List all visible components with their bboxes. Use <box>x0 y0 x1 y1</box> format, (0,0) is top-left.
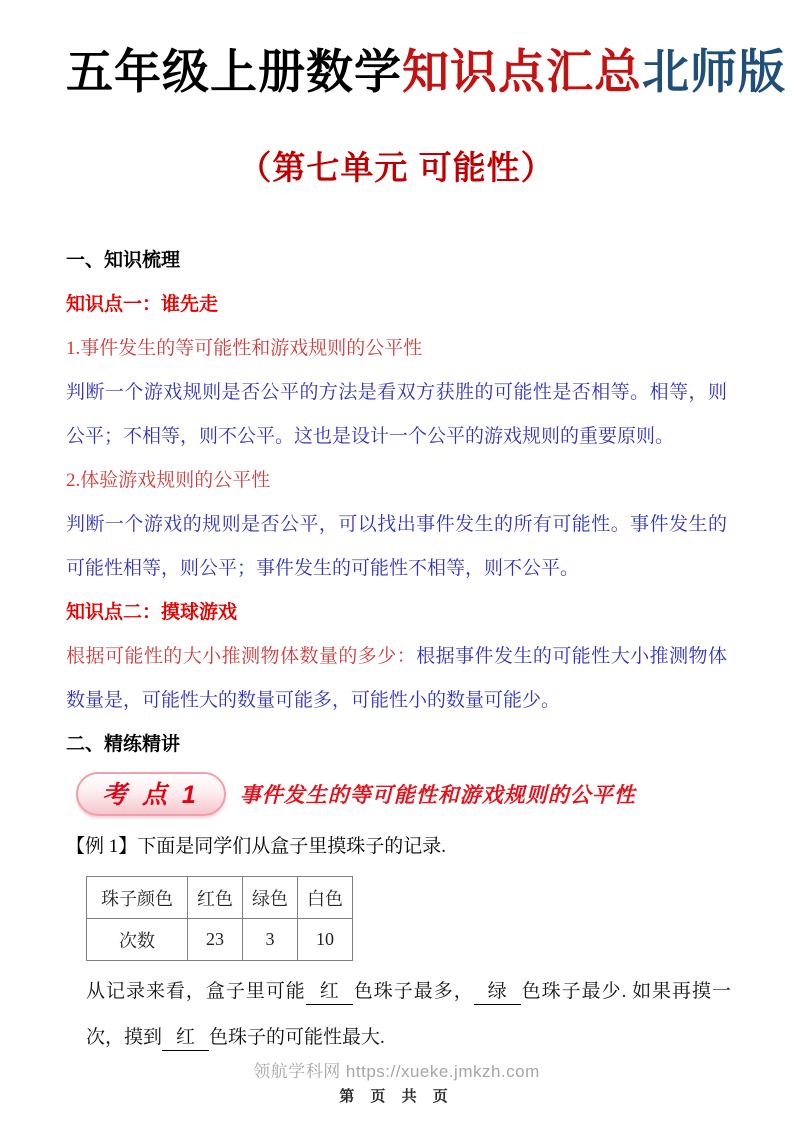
table-header-cell: 白色 <box>298 877 353 919</box>
kp2-lead-blue: 根据事件发生的可能性大小推测物体数量是，可能性大的数量可能多，可能性小的数量可能少。 <box>66 646 727 712</box>
fill-seg2: 色珠子最多， <box>352 981 474 1003</box>
doc-title <box>66 0 786 100</box>
fill-blank-1: 红 <box>306 980 353 1005</box>
kp1-para1: 判断一个游戏规则是否公平的方法是看双方获胜的可能性是否相等。相等，则公平；不相等，则不公平。这也是设计一个公平的游戏规则的重要原则。 <box>66 382 727 448</box>
doc-title-part-blue: 北师版 <box>642 45 786 98</box>
kp1-point2: 2.体验游戏规则的公平性 <box>66 470 271 492</box>
bead-record-table <box>86 876 353 961</box>
kp2-lead-red: 根据可能性的大小推测物体数量的多少： <box>66 646 417 668</box>
doc-title-part-red: 知识点汇总 <box>402 45 642 98</box>
doc-body <box>66 239 731 1061</box>
kaodian-title: 事件发生的等可能性和游戏规则的公平性 <box>239 783 636 808</box>
kp2-paragraph <box>66 635 727 723</box>
fill-in-answer-paragraph <box>86 969 731 1061</box>
fill-seg4: 色珠子的可能性最大. <box>209 1027 385 1049</box>
table-header-cell: 绿色 <box>243 877 298 919</box>
table-data-cell: 次数 <box>87 919 188 961</box>
kp1-heading: 知识点一：谁先走 <box>66 294 219 316</box>
fill-blank-3: 红 <box>162 1026 209 1051</box>
kp2-heading: 知识点二：摸球游戏 <box>66 602 238 624</box>
kaodian-row <box>76 772 727 816</box>
section1-heading: 一、知识梳理 <box>66 250 181 272</box>
footer-page-number: 第 页 共 页 <box>339 1088 454 1105</box>
fill-seg1: 从记录来看，盒子里可能 <box>86 981 306 1003</box>
table-header-row <box>87 877 353 919</box>
kp1-para2: 判断一个游戏的规则是否公平，可以找出事件发生的所有可能性。事件发生的可能性相等，则公平；事件发生的可能性不相等，则不公平。 <box>66 514 727 580</box>
table-data-row <box>87 919 353 961</box>
table-header-cell: 红色 <box>188 877 243 919</box>
doc-title-part-black: 五年级上册数学 <box>66 45 402 98</box>
example1-label: 【例 1】下面是同学们从盒子里摸珠子的记录. <box>66 836 447 858</box>
fill-seg3: 色珠子最少. 如果再摸一次，摸到 <box>86 981 731 1049</box>
kaodian-badge: 考 点 1 <box>76 772 226 816</box>
footer-site-link[interactable]: 领航学科网 https://xueke.jmkzh.com <box>253 1062 540 1081</box>
table-data-cell: 23 <box>188 919 243 961</box>
table-data-cell: 10 <box>298 919 353 961</box>
section2-heading: 二、精练精讲 <box>66 734 181 756</box>
kp1-point1: 1.事件发生的等可能性和游戏规则的公平性 <box>66 338 423 360</box>
page-footer <box>0 1057 793 1106</box>
table-header-cell: 珠子颜色 <box>87 877 188 919</box>
table-data-cell: 3 <box>243 919 298 961</box>
doc-subtitle: （第七单元 可能性） <box>238 149 555 187</box>
fill-blank-2: 绿 <box>474 980 521 1005</box>
